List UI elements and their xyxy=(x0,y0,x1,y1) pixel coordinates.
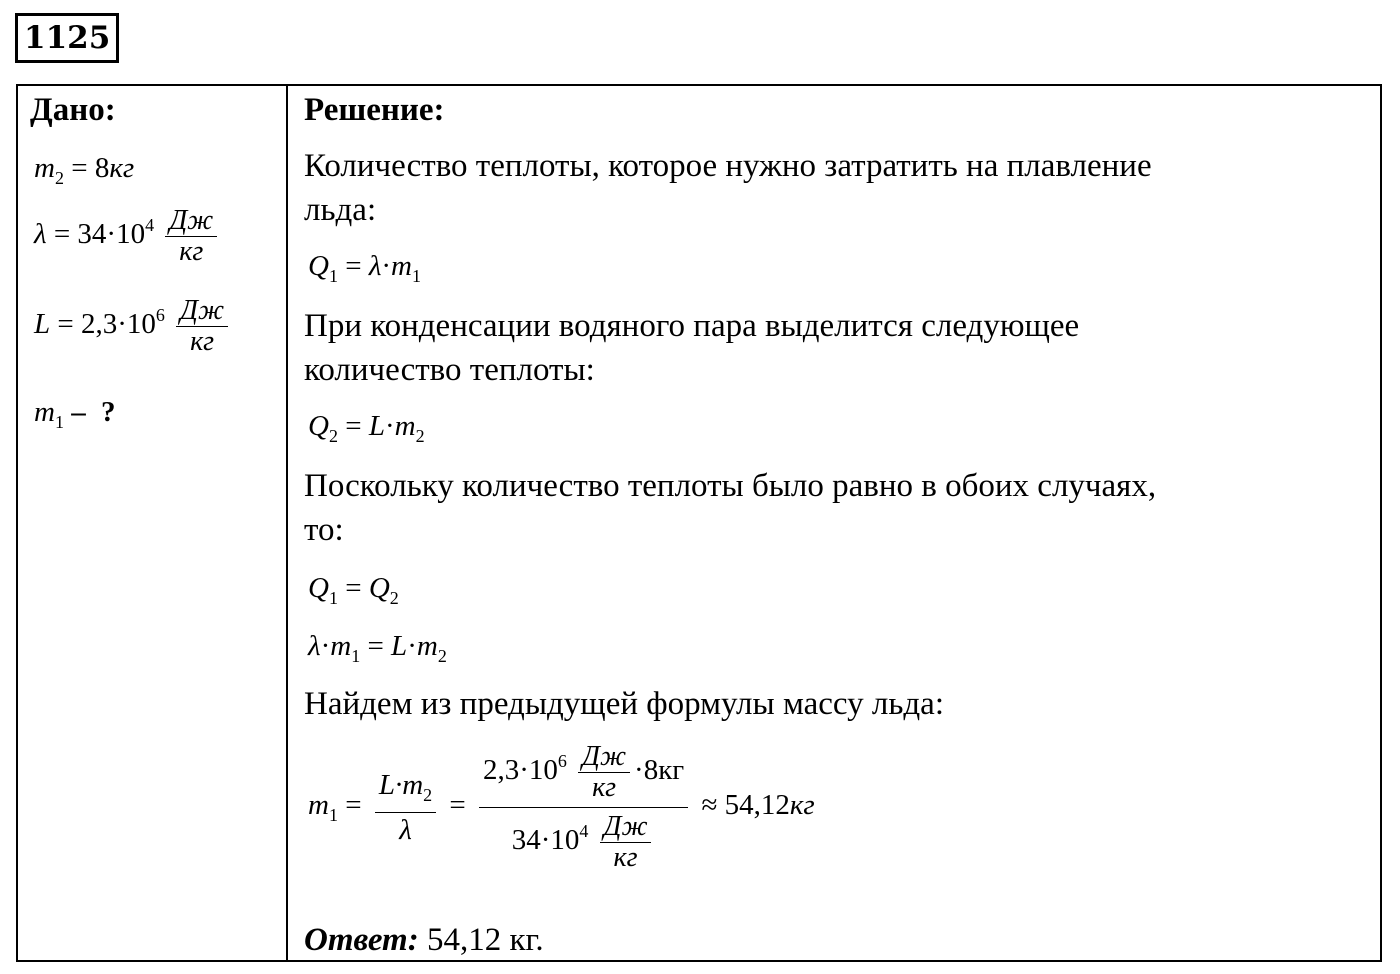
solution-paragraph-3-line-1: Поскольку количество теплоты было равно в обоих случаях, xyxy=(304,468,1157,504)
solution-paragraph-1-line-1: Количество теплоты, которое нужно затратить на плавление xyxy=(304,148,1152,184)
formula-q2: $Q_2 = L\cdot m_2$ xyxy=(308,410,425,446)
answer xyxy=(304,918,544,962)
formula-q1: $Q_1 = \lambda\cdot m_1$ xyxy=(308,250,421,286)
formula-result: $m_1$ = $\frac{L\cdot m_2}{\lambda}$ = $2,3\cdot 10^6$ $\frac{Дж}{кг}$ ·8кг $34\cdot 10^4$ $\frac{Дж}{кг}$ ≈ 54,12кг xyxy=(308,741,815,873)
solution-paragraph-1-line-2: льда: xyxy=(304,192,377,228)
problem-number: 1125 xyxy=(15,13,119,63)
column-divider xyxy=(286,84,288,962)
given-heading: Дано: xyxy=(30,92,116,128)
solution-paragraph-3-line-2: то: xyxy=(304,512,344,548)
formula-q-equal: $Q_1 = Q_2$ xyxy=(308,572,399,608)
given-find: $m_1$ – ? xyxy=(34,396,116,432)
given-lambda: $\lambda = 34\cdot 10^4$ $\frac{Дж}{кг}$ xyxy=(34,206,221,267)
given-L: $L = 2,3\cdot 10^6$ $\frac{Дж}{кг}$ xyxy=(34,296,232,357)
solution-paragraph-2-line-1: При конденсации водяного пара выделится следующее xyxy=(304,308,1080,344)
solution-paragraph-2-line-2: количество теплоты: xyxy=(304,352,595,388)
given-m2: $m_2 = 8кг$ xyxy=(34,152,135,188)
answer-value: 54,12 кг. xyxy=(418,922,544,958)
formula-balance: $\lambda\cdot m_1 = L\cdot m_2$ xyxy=(308,630,447,666)
solution-heading: Решение: xyxy=(304,92,445,128)
answer-label: Ответ: xyxy=(304,922,419,958)
solution-paragraph-4: Найдем из предыдущей формулы массу льда: xyxy=(304,686,944,722)
